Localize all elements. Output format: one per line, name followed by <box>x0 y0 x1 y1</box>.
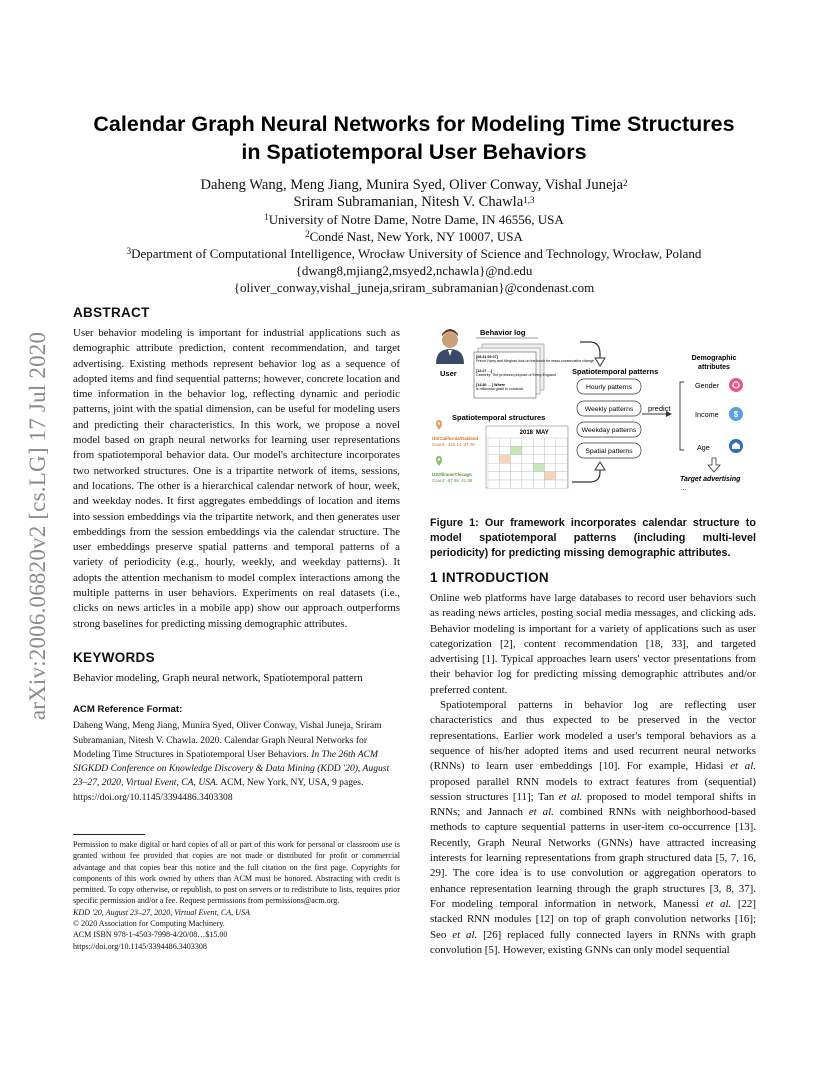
calendar-cell <box>522 438 533 446</box>
location-1-coord: Coord: -122.14, 37.76 <box>432 442 475 447</box>
demographic-label-line-1: Demographic <box>691 355 737 362</box>
log-to-patterns-arrow <box>580 342 600 360</box>
calendar-cell <box>499 480 510 488</box>
log-entry-3: [14:30 … ] Where is millennial gaslit to conclude <box>476 383 524 392</box>
email-line-1: {dwang8,mjiang2,msyed2,nchawla}@nd.edu <box>295 263 533 278</box>
location-2-name: US/Illinois/Chicago <box>432 472 472 477</box>
calendar-cell <box>533 446 544 454</box>
calendar-cell <box>545 455 556 463</box>
location-pin-2-icon <box>436 456 442 466</box>
arrow-head-up-icon <box>595 462 605 470</box>
author-block <box>90 177 738 296</box>
calendar-cell <box>488 463 499 471</box>
paper-title <box>60 110 768 166</box>
calendar-cell <box>488 472 499 480</box>
calendar-cell <box>488 438 499 446</box>
calendar-cell <box>556 480 567 488</box>
location-1-name: US/California/Oakland <box>432 436 479 441</box>
predict-label: predict <box>648 404 671 413</box>
calendar-cell <box>522 480 533 488</box>
permission-doi: https://doi.org/10.1145/3394486.3403308 <box>73 941 207 951</box>
calendar-cell <box>499 463 510 471</box>
permission-text: Permission to make digital or hard copies of all or part of this work for personal or classroom use is granted without fee provided that copies are not made or distributed for profit or commercial advantage and that copies bear this notice and the full citation on the first page. Copyrights for components of this work owned by others than ACM must be honored. Abstracting with credit is permitted. To copy otherwise, or republish, to post on servers or to redistribute to lists, requires prior specific permission and/or a fee. Request permissions from permissions@acm.org. <box>73 840 400 906</box>
calendar-grid <box>488 438 567 488</box>
location-pin-1-icon <box>436 420 442 430</box>
keywords-text: Behavior modeling, Graph neural network, Spatiotemporal pattern <box>73 671 363 684</box>
demographic-label-line-2: attributes <box>698 364 730 371</box>
keywords-heading: KEYWORDS <box>73 649 155 665</box>
log-entry-1: [08-31 09:07] Prince Harry and Meghan look on the lunch for mass conservative change <box>476 355 594 364</box>
authors-line-2: Sriram Subramanian, Nitesh V. Chawla$^{1,3}$ <box>293 194 535 210</box>
calendar-cell <box>556 463 567 471</box>
affiliation-2: $^2$Condé Nast, New York, NY 10007, USA <box>305 229 523 244</box>
hourly-pattern-label: Hourly patterns <box>585 384 633 391</box>
income-label: Income <box>695 410 719 419</box>
footnote-rule <box>73 834 145 835</box>
calendar-cell <box>511 463 522 471</box>
arxiv-stamp <box>20 292 56 760</box>
calendar-year: 2018 <box>519 430 533 436</box>
calendar-cell <box>556 455 567 463</box>
affiliation-1: $^1$University of Notre Dame, Notre Dame, IN 46556, USA <box>264 212 564 227</box>
weekday-pattern-label: Weekday patterns <box>581 427 637 434</box>
calendar-cell <box>499 472 510 480</box>
user-icon <box>436 329 464 364</box>
permission-conference: KDD '20, August 23–27, 2020, Virtual Event, CA, USA <box>73 907 250 917</box>
calendar-cell <box>545 438 556 446</box>
abstract-text: User behavior modeling is important for industrial applications such as demographic attribute prediction, content recommendation, and target advertising. Existing methods represent behavior log as a sequence of adopted items and find sequential patterns; however, concrete location and time information in the behavior log, reflecting dynamic and periodic patterns, joint with the spatial dimension, can be useful for modeling users and predicting their characteristics. In this work, we propose a novel model based on graph neural networks for learning user representations from spatiotemporal behavior data. Our model's architecture incorporates two networked structures. One is a tripartite network of items, sessions, and locations. The other is a hierarchical calendar network of hour, week, and weekday nodes. It first aggregates embeddings of location and items into session embeddings via the tripartite network, and then generates user embeddings from the session embeddings via the calendar structure. The user embeddings preserve spatial patterns and temporal patterns of a variety of periodicity (e.g., hourly, weekly, and weekday patterns). It adopts the attention mechanism to model complex interactions among the multiple patterns in user behaviors. Experiments on real datasets (i.e., clicks on news articles in a mobile app) show our approach outperforms strong baselines for predicting missing demographic attributes. <box>73 327 400 630</box>
arrow-head-icon <box>595 358 605 366</box>
arxiv-stamp-text: arXiv:2006.06820v2 [cs.LG] 17 Jul 2020 <box>25 331 50 721</box>
calendar-cell <box>545 446 556 454</box>
introduction-body <box>430 591 756 958</box>
calendar-cell <box>511 438 522 446</box>
location-2-coord: Coord: -87.65, 41.88 <box>432 478 473 483</box>
calendar-cell <box>488 480 499 488</box>
income-icon <box>729 407 743 421</box>
structures-label: Spatiotemporal structures <box>452 413 546 422</box>
target-arrow-icon <box>708 458 720 472</box>
calendar-cell <box>522 463 533 471</box>
calendar-cell <box>499 446 510 454</box>
calendar-cell <box>533 455 544 463</box>
calendar-month: MAY <box>536 430 549 436</box>
patterns-label: Spatiotemporal patterns <box>572 367 659 376</box>
authors-line-1: Daheng Wang, Meng Jiang, Munira Syed, Oliver Conway, Vishal Juneja$^2$ <box>200 177 628 193</box>
permission-copyright: © 2020 Association for Computing Machinery. <box>73 919 225 929</box>
calendar-cell <box>522 446 533 454</box>
acm-reference-text: Daheng Wang, Meng Jiang, Munira Syed, Oliver Conway, Vishal Juneja, Sriram Subramanian, Nitesh V. Chawla. 2020. Calendar Graph Neural Networks for Modeling Time Structures in Spatiotemporal User Behaviors. In The 26th ACM SIGKDD Conference on Knowledge Discovery & Data Mining (KDD '20), August 23–27, 2020, Virtual Event, CA, USA. ACM, New York, NY, USA, 9 pages. https://doi.org/10.1145/3394486.3403308 <box>73 720 390 803</box>
age-icon <box>729 439 743 453</box>
calendar-cell <box>556 446 567 454</box>
email-line-2: {oliver_conway,vishal_juneja,sriram_subramanian}@condenast.com <box>233 280 595 295</box>
figure-caption: Figure 1: Our framework incorporates calendar structure to model spatiotemporal patterns (including multi-level periodicity) for predicting missing demographic attributes. <box>430 517 756 559</box>
intro-paragraph-1: Online web platforms have large databases to record user behaviors such as reading news articles, posting social media messages, and clicking ads. Behavior modeling is important for a variety of applications such as user categorization [2], content recommendation [18, 33], and targeted advertising [1]. Typical approaches learn users' vector presentations from their behavior log for predicting missing demographic attributes and/or preferred content. <box>430 592 756 696</box>
title-line-2: in Spatiotemporal User Behaviors <box>241 140 587 164</box>
calendar-cell <box>556 472 567 480</box>
calendar-cell <box>556 438 567 446</box>
permission-notice <box>73 839 400 952</box>
calendar-cell <box>499 455 510 463</box>
spatial-pattern-label: Spatial patterns <box>585 448 633 455</box>
affiliation-3: $^3$Department of Computational Intelligence, Wrocław University of Science and Technology, Wrocław, Poland <box>126 246 702 261</box>
calendar-cell <box>533 472 544 480</box>
abstract-heading: ABSTRACT <box>73 305 150 320</box>
framework-diagram <box>430 322 756 502</box>
calendar-cell <box>488 455 499 463</box>
calendar-cell <box>499 438 510 446</box>
permission-isbn: ACM ISBN 978-1-4503-7998-4/20/08…$15.00 <box>73 930 228 940</box>
calendar-cell <box>522 455 533 463</box>
calendar-cell <box>522 472 533 480</box>
calendar-cell <box>488 446 499 454</box>
calendar-cell <box>511 455 522 463</box>
introduction-heading: 1 INTRODUCTION <box>430 570 549 585</box>
calendar-cell <box>511 472 522 480</box>
title-line-1: Calendar Graph Neural Networks for Modeling Time Structures <box>93 112 735 136</box>
log-entry-2: [12:27 …] Celebrity: The profound purpose of Every England <box>476 369 556 378</box>
calendar-cell <box>533 463 544 471</box>
user-label: User <box>440 369 457 378</box>
left-column <box>73 305 400 805</box>
target-advertising-label: Target advertising <box>680 476 741 483</box>
acm-reference-heading: ACM Reference Format: <box>73 704 183 716</box>
calendar-graphic <box>486 426 568 488</box>
attribute-bracket <box>680 382 684 450</box>
intro-paragraph-2: Spatiotemporal patterns in behavior log are reflecting user characteristics and thus expected to be preserved in the vector representations. Earlier work modeled a user's temporal behaviors as a sequence of his/her adopted items and used recurrent neural networks (RNNs) to learn user embeddings [10]. For example, Hidasi et al. proposed parallel RNN models to extract features from (sequential) session structures [11]; Tan et al. proposed to model temporal shifts in RNNs; and Jannach et al. combined RNNs with neighborhood-based methods to capture sequential patterns in user-item co-occurrence [13]. Recently, Graph Neural Networks (GNNs) have attracted increasing interests for learning representations from graph structured data [5, 7, 16, 29]. The core idea is to use convolution or aggregation operators to enhance representation learning through the graph structures [3, 8, 37]. For modeling temporal information in network, Manessi et al. [22] stacked RNN modules [12] on top of graph convolution networks [16]; Seo et al. [26] replaced fully connected layers in RNNs with graph convolution [5]. However, existing GNNs can only model sequential <box>430 699 756 956</box>
figure-1 <box>430 322 756 502</box>
svg-text:$: $ <box>733 410 739 419</box>
target-ellipsis: … <box>680 485 687 492</box>
calendar-cell <box>545 472 556 480</box>
gender-icon <box>729 378 743 392</box>
calendar-cell <box>545 480 556 488</box>
gender-label: Gender <box>695 381 719 390</box>
calendar-cell <box>533 438 544 446</box>
weekly-pattern-label: Weekly patterns <box>584 406 634 413</box>
calendar-cell <box>511 446 522 454</box>
calendar-cell <box>533 480 544 488</box>
age-label: Age <box>697 443 710 452</box>
behavior-log-label: Behavior log <box>480 328 526 337</box>
calendar-cell <box>511 480 522 488</box>
calendar-cell <box>545 463 556 471</box>
